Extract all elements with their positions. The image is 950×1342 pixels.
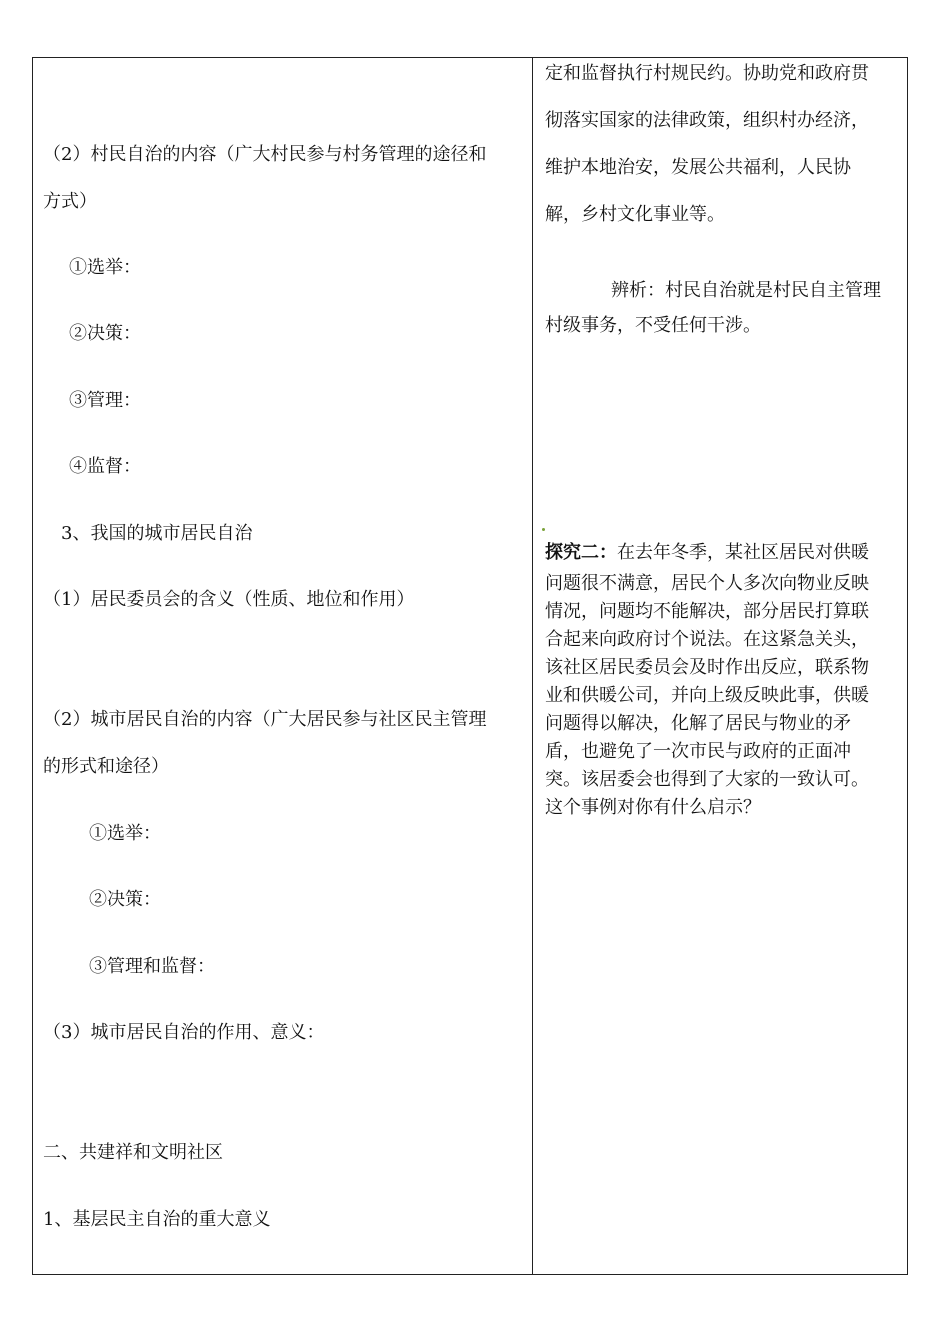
inquiry-text-line: 突。该居委会也得到了大家的一致认可。 [545,769,869,790]
village-autonomy-content-heading-line2: 方式） [43,191,97,212]
right-text-line: 定和监督执行村规民约。协助党和政府贯 [545,63,869,84]
urban-election-item: ①选举： [89,823,161,844]
civilized-community-part-heading: 二、共建祥和文明社区 [43,1142,223,1163]
right-text-line: 维护本地治安，发展公共福利，人民协 [545,157,851,178]
inquiry-text-line: 该社区居民委员会及时作出反应，联系物 [545,657,869,678]
column-divider [532,57,533,1275]
village-decision-item: ②决策： [69,323,141,344]
right-text-line: 解，乡村文化事业等。 [545,204,725,225]
inquiry-two-text: 在去年冬季，某社区居民对供暖 [617,542,869,563]
analysis-statement-line1: 辨析：村民自治就是村民自主管理 [611,280,881,301]
urban-autonomy-content-heading-line1: （2）城市居民自治的内容（广大居民参与社区民主管理 [43,709,487,730]
analysis-statement-line2: 村级事务，不受任何干涉。 [545,315,761,336]
green-marker-dot [542,528,545,531]
inquiry-two-label: 探究二： [545,542,617,563]
village-management-item: ③管理： [69,390,141,411]
inquiry-question-line: 这个事例对你有什么启示？ [545,797,761,818]
inquiry-text-line: 问题得以解决，化解了居民与物业的矛 [545,713,851,734]
residents-committee-meaning-heading: （1）居民委员会的含义（性质、地位和作用） [43,589,415,610]
inquiry-text-line: 合起来向政府讨个说法。在这紧急关头， [545,629,869,650]
inquiry-text-line: 情况，问题均不能解决，部分居民打算联 [545,601,869,622]
urban-autonomy-section-heading: 3、我国的城市居民自治 [61,523,253,544]
inquiry-two-first-line [545,541,869,565]
inquiry-text-line: 业和供暖公司，并向上级反映此事，供暖 [545,685,869,706]
right-text-line: 彻落实国家的法律政策，组织村办经济， [545,110,869,131]
village-autonomy-content-heading-line1: （2）村民自治的内容（广大村民参与村务管理的途径和 [43,144,487,165]
village-election-item: ①选举： [69,257,141,278]
grassroots-democracy-significance-heading: 1、基层民主自治的重大意义 [43,1209,271,1230]
urban-management-supervision-item: ③管理和监督： [89,956,215,977]
inquiry-text-line: 问题很不满意，居民个人多次向物业反映 [545,573,869,594]
urban-autonomy-significance-heading: （3）城市居民自治的作用、意义： [43,1022,325,1043]
inquiry-text-line: 盾，也避免了一次市民与政府的正面冲 [545,741,851,762]
village-supervision-item: ④监督： [69,456,141,477]
urban-autonomy-content-heading-line2: 的形式和途径） [43,756,169,777]
urban-decision-item: ②决策： [89,889,161,910]
